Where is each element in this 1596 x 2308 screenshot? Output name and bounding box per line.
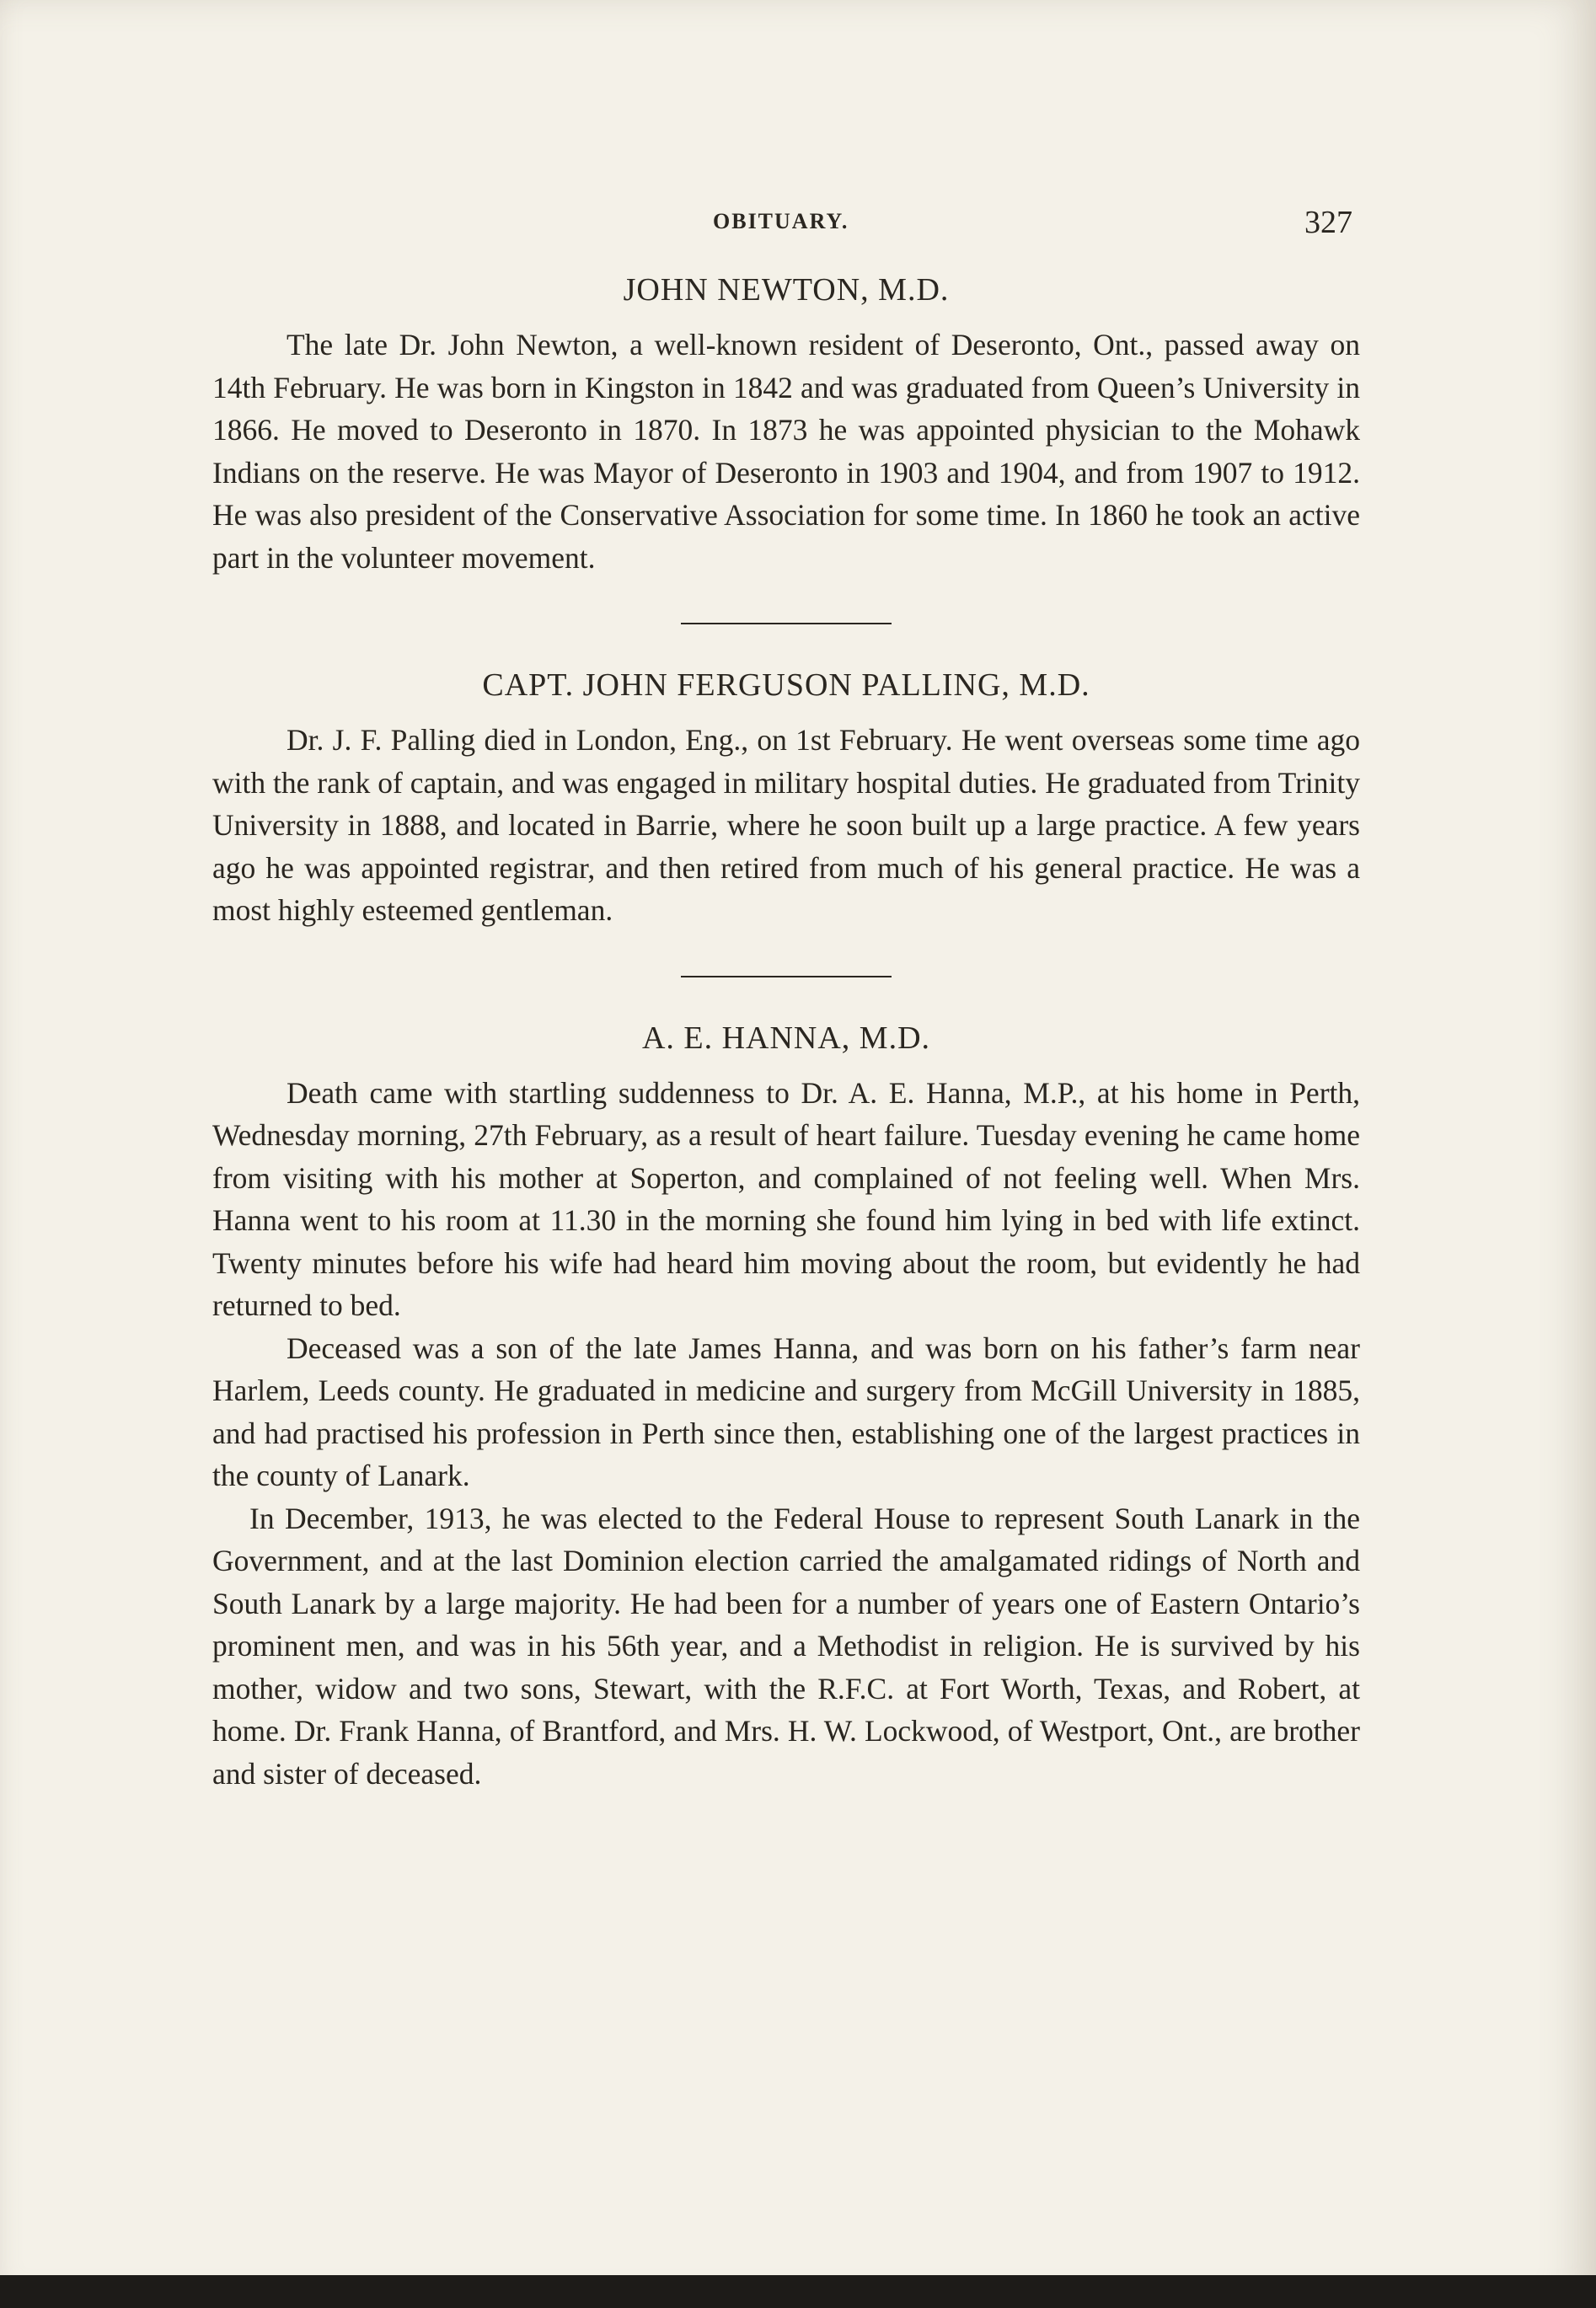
obituary-hanna (212, 1020, 1360, 1796)
obituary-newton (212, 271, 1360, 579)
running-head (0, 204, 1596, 238)
obituary-palling (212, 667, 1360, 932)
running-title: OBITUARY. (713, 209, 849, 233)
obituary-paragraph: Death came with startling suddenness to Dr. A. E. Hanna, M.P., at his home in Perth, Wednesday morning, 27th February, as a result of heart failure. Tuesday evening he came home from visiting with his mother at Soperton, and complained of not feeling well. When Mrs. Hanna went to his room at 11.30 in the morning she found him lying in bed with life extinct. Twenty minutes before his wife had heard him moving about the room, but evidently he had returned to bed. (212, 1075, 1360, 1322)
obituary-heading: A. E. HANNA, M.D. (641, 1020, 931, 1056)
obituary-heading: CAPT. JOHN FERGUSON PALLING, M.D. (482, 667, 1090, 703)
obituary-paragraph: Deceased was a son of the late James Hanna, and was born on his father’s farm near Harlem, Leeds county. He graduated in medicine and surgery from McGill University in 1885, and had practised his profession in Perth since then, establishing one of the largest practices in the county of Lanark. (212, 1331, 1360, 1492)
obituary-paragraph: In December, 1913, he was elected to the Federal House to represent South Lanark in the Government, and at the last Dominion election carried the amalgamated ridings of North and South Lanark by a large majority. He had been for a number of years one of Eastern Ontario’s prominent men, and was in his 56th year, and a Methodist in religion. He is survived by his mother, widow and two sons, Stewart, with the R.F.C. at Fort Worth, Texas, and Robert, at home. Dr. Frank Hanna, of Brantford, and Mrs. H. W. Lockwood, of Westport, Ont., are brother and sister of deceased. (212, 1501, 1360, 1791)
page-content (212, 271, 1360, 1795)
obituary-heading: JOHN NEWTON, M.D. (623, 272, 950, 308)
obituary-paragraph: The late Dr. John Newton, a well-known resident of Deseronto, Ont., passed away on 14th February. He was born in Kingston in 1842 and was graduated from Queen’s University in 1866. He moved to Deseronto in 1870. In 1873 he was appointed physician to the Mohawk Indians on the reserve. He was Mayor of Deseronto in 1903 and 1904, and from 1907 to 1912. He was also president of the Conservative Association for some time. In 1860 he took an active part in the volunteer movement. (212, 328, 1360, 575)
obituary-paragraph: Dr. J. F. Palling died in London, Eng., on 1st February. He went overseas some time ago with the rank of captain, and was engaged in military hospital duties. He graduated from Trinity University in 1888, and located in Barrie, where he soon built up a large practice. A few years ago he was appointed registrar, and then retired from much of his general practice. He was a most highly esteemed gentleman. (212, 723, 1360, 927)
section-divider (681, 976, 892, 977)
section-divider (681, 623, 892, 624)
page-bottom-edge (0, 2275, 1596, 2308)
page-number: 327 (1304, 205, 1352, 240)
